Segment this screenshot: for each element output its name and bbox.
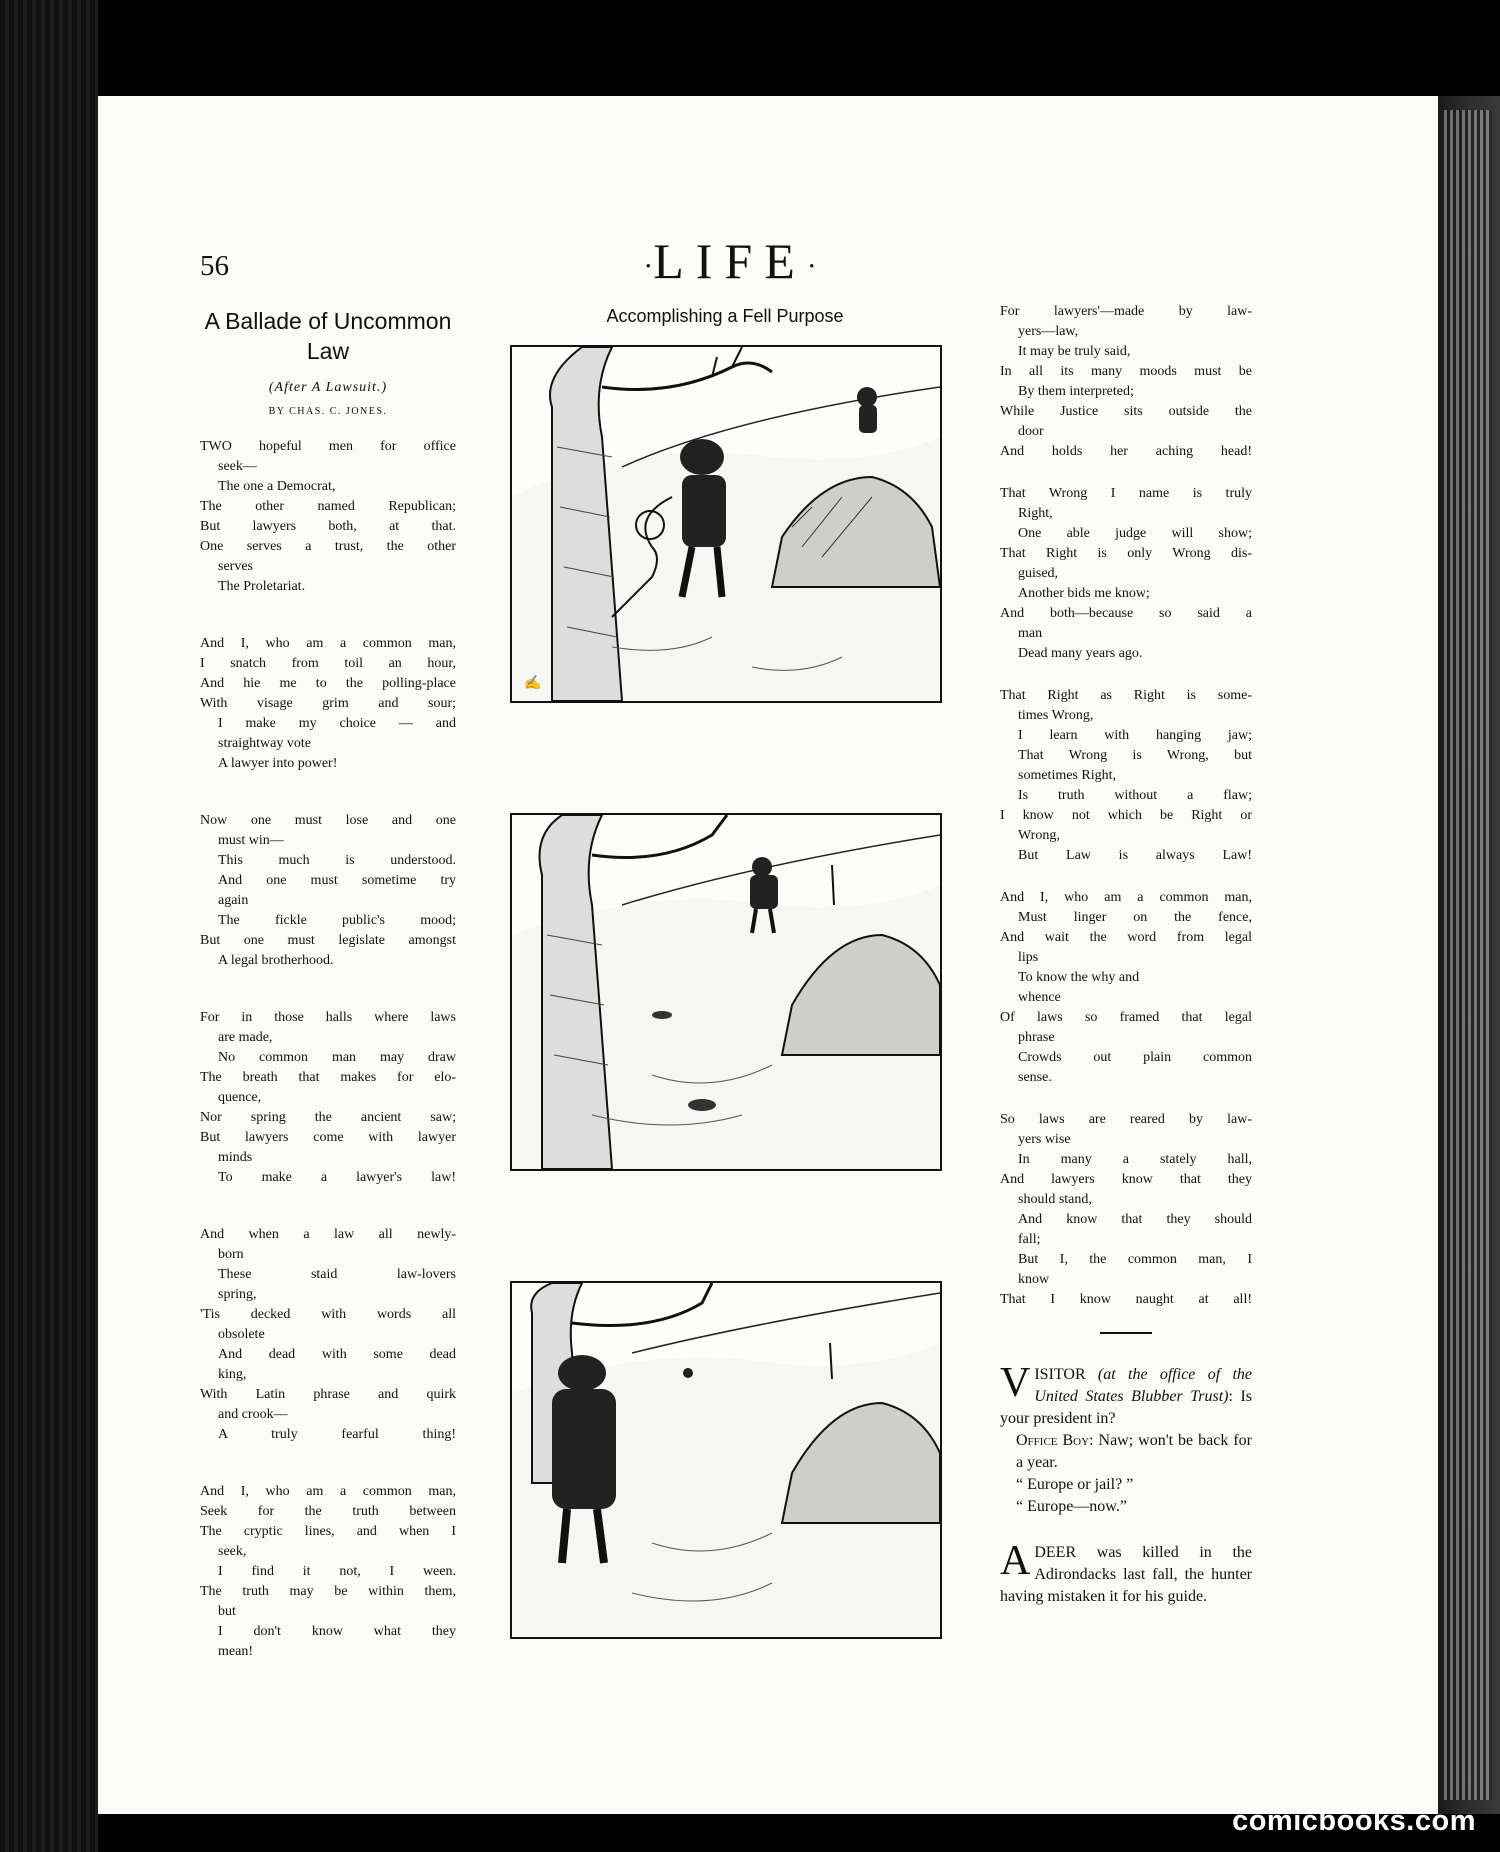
poem-line: But I, the common man, I — [1018, 1252, 1252, 1267]
joke-visitor-line3: “ Europe or jail? ” — [1016, 1476, 1134, 1493]
poem-line: That Wrong I name is truly — [1000, 486, 1252, 501]
stanza — [200, 1008, 456, 1188]
watermark: comicbooks.com — [1232, 1805, 1476, 1837]
poem-line: I find it not, I ween. — [218, 1564, 456, 1579]
poem-line: quence, — [218, 1090, 262, 1105]
stanza — [1000, 302, 1252, 462]
poem-line: Wrong, — [1018, 828, 1060, 843]
stanza — [1000, 686, 1252, 866]
poem-line: And I, who am a common man, — [1000, 890, 1252, 905]
poem-line: The cryptic lines, and when I — [200, 1524, 456, 1539]
poem-left-column — [200, 306, 456, 1699]
poem-line: I learn with hanging jaw; — [1018, 728, 1252, 743]
poem-line: phrase — [1018, 1030, 1055, 1045]
masthead-dot-right: · — [806, 249, 817, 283]
poem-line: The fickle public's mood; — [218, 913, 456, 928]
poem-line: spring, — [218, 1287, 257, 1302]
poem-line: But one must legislate amongst — [200, 933, 456, 948]
joke-office-boy-answer: : Naw; won't be back for a year. — [1016, 1432, 1252, 1471]
poem-line: A truly fearful thing! — [218, 1427, 456, 1442]
poem-line: Of laws so framed that legal — [1000, 1010, 1252, 1025]
joke-deer-dropcap: A — [1000, 1538, 1031, 1584]
poem-line: yers—law, — [1018, 324, 1079, 339]
poem-line: And I, who am a common man, — [200, 636, 456, 651]
poem-right-column — [1000, 302, 1252, 1632]
right-stanzas — [1000, 302, 1252, 1310]
poem-line: times Wrong, — [1018, 708, 1094, 723]
poem-line: And when a law all newly- — [200, 1227, 456, 1242]
poem-line: know — [1018, 1272, 1050, 1287]
poem-line: A lawyer into power! — [218, 756, 338, 771]
poem-line: And wait the word from legal — [1000, 930, 1252, 945]
masthead-dot-left: · — [643, 249, 654, 283]
poem-line: And hie me to the polling-place — [200, 676, 456, 691]
poem-line: serves — [218, 559, 253, 574]
cartoon-panel-1 — [510, 345, 942, 703]
joke-office-boy-label: Office Boy — [1016, 1432, 1090, 1449]
poem-line: But lawyers come with lawyer — [200, 1130, 456, 1145]
poem-line: But Law is always Law! — [1018, 848, 1252, 863]
poem-line: man — [1018, 626, 1043, 641]
poem-line: So laws are reared by law- — [1000, 1112, 1252, 1127]
poem-line: The breath that makes for elo- — [200, 1070, 456, 1085]
poem-line: Nor spring the ancient saw; — [200, 1110, 456, 1125]
poem-line: And lawyers know that they — [1000, 1172, 1252, 1187]
poem-line: and crook— — [218, 1407, 288, 1422]
poem-line: One able judge will show; — [1018, 526, 1252, 541]
poem-line: guised, — [1018, 566, 1059, 581]
poem-line: And one must sometime try — [218, 873, 456, 888]
cartoon-panel-2 — [510, 813, 942, 1171]
poem-line: That Right as Right is some- — [1000, 688, 1252, 703]
stanza — [1000, 484, 1252, 664]
masthead — [560, 232, 900, 290]
poem-line: With visage grim and sour; — [200, 696, 456, 711]
poem-line: And I, who am a common man, — [200, 1484, 456, 1499]
cartoon-title: Accomplishing a Fell Purpose — [606, 306, 844, 326]
page-number: 56 — [200, 250, 229, 282]
section-rule — [1100, 1332, 1152, 1334]
poem-subtitle: (After A Lawsuit.) — [268, 380, 388, 395]
poem-line: That Right is only Wrong dis- — [1000, 546, 1252, 561]
masthead-title: LIFE — [653, 233, 807, 289]
poem-line: Crowds out plain common — [1018, 1050, 1252, 1065]
poem-line: mean! — [218, 1644, 253, 1659]
poem-line: But lawyers both, at that. — [200, 519, 456, 534]
panel-3-illustration — [512, 1283, 940, 1637]
scan-left-edge — [0, 0, 98, 1852]
poem-line: but — [218, 1604, 236, 1619]
poem-line: While Justice sits outside the — [1000, 404, 1252, 419]
poem-line: And dead with some dead — [218, 1347, 456, 1362]
poem-line: seek, — [218, 1544, 247, 1559]
poem-line: again — [218, 893, 249, 908]
poem-line: These staid law-lovers — [218, 1267, 456, 1282]
poem-line: And holds her aching head! — [1000, 444, 1252, 459]
poem-line: For in those halls where laws — [200, 1010, 456, 1025]
poem-line: Now one must lose and one — [200, 813, 456, 828]
poem-line: And both—because so said a — [1000, 606, 1252, 621]
joke-visitor-dropcap: V — [1000, 1360, 1031, 1406]
stanza — [200, 437, 456, 597]
panel-2-illustration — [512, 815, 940, 1169]
poem-line: This much is understood. — [218, 853, 456, 868]
poem-line: Must linger on the fence, — [1018, 910, 1252, 925]
poem-line: seek— — [218, 459, 257, 474]
poem-line: In many a stately hall, — [1018, 1152, 1252, 1167]
stanza — [200, 634, 456, 774]
poem-line: Another bids me know; — [1018, 586, 1150, 601]
stanza — [200, 1225, 456, 1445]
poem-line: It may be truly said, — [1018, 344, 1131, 359]
poem-line: I make my choice — and — [218, 716, 456, 731]
poem-title: A Ballade of Uncommon Law — [204, 308, 452, 364]
joke-visitor-question: : Is your president in? — [1000, 1388, 1252, 1427]
poem-line: And know that they should — [1018, 1212, 1252, 1227]
stanza — [1000, 1110, 1252, 1310]
poem-line: should stand, — [1018, 1192, 1092, 1207]
joke-visitor-stage: (at the office of the United States Blubber Trust) — [1034, 1366, 1252, 1405]
poem-line: That Wrong is Wrong, but — [1018, 748, 1252, 763]
poem-line: lips — [1018, 950, 1039, 965]
joke-visitor-lead: ISITOR — [1034, 1366, 1086, 1383]
poem-line: To know the why and — [1018, 970, 1140, 985]
poem-line: 'Tis decked with words all — [200, 1307, 456, 1322]
svg-text:✍: ✍ — [524, 676, 542, 691]
poem-line: With Latin phrase and quirk — [200, 1387, 456, 1402]
poem-line: I know not which be Right or — [1000, 808, 1252, 823]
poem-line: are made, — [218, 1030, 273, 1045]
poem-line: Dead many years ago. — [1018, 646, 1143, 661]
poem-byline: BY CHAS. C. JONES. — [268, 406, 388, 417]
poem-line: Is truth without a flaw; — [1018, 788, 1252, 803]
poem-line: A legal brotherhood. — [218, 953, 334, 968]
joke-visitor-line4: “ Europe—now.” — [1016, 1498, 1127, 1515]
poem-line: must win— — [218, 833, 284, 848]
left-stanzas — [200, 437, 456, 1662]
poem-line: To make a lawyer's law! — [218, 1170, 456, 1185]
stanza — [200, 811, 456, 971]
poem-line: By them interpreted; — [1018, 384, 1134, 399]
poem-line: Right, — [1018, 506, 1053, 521]
poem-line: whence — [1018, 990, 1061, 1005]
poem-line: minds — [218, 1150, 253, 1165]
poem-line: The truth may be within them, — [200, 1584, 456, 1599]
joke-deer-text: DEER was killed in the Adirondacks last fall, the hunter having mistaken it for his guide. — [1000, 1544, 1252, 1605]
joke-deer — [1000, 1538, 1252, 1608]
poem-line: TWO hopeful men for office — [200, 439, 456, 454]
poem-line: The Proletariat. — [218, 579, 306, 594]
poem-line: The other named Republican; — [200, 499, 456, 514]
poem-line: door — [1018, 424, 1044, 439]
cartoon-panel-3 — [510, 1281, 942, 1639]
stanza — [200, 1482, 456, 1662]
poem-line: The one a Democrat, — [218, 479, 336, 494]
poem-line: I don't know what they — [218, 1624, 456, 1639]
poem-line: Seek for the truth between — [200, 1504, 456, 1519]
poem-line: I snatch from toil an hour, — [200, 656, 456, 671]
poem-line: No common man may draw — [218, 1050, 456, 1065]
stanza — [1000, 888, 1252, 1088]
poem-line: In all its many moods must be — [1000, 364, 1252, 379]
joke-visitor-reply — [1000, 1430, 1252, 1474]
poem-line: sense. — [1018, 1070, 1052, 1085]
poem-line: For lawyers'—made by law- — [1000, 304, 1252, 319]
poem-line: born — [218, 1247, 244, 1262]
poem-line: That I know naught at all! — [1000, 1292, 1252, 1307]
poem-line: king, — [218, 1367, 247, 1382]
cartoon-column — [510, 306, 940, 1749]
panel-1-illustration — [512, 347, 940, 701]
poem-line: yers wise — [1018, 1132, 1071, 1147]
joke-visitor — [1000, 1360, 1252, 1518]
page-stack-edge — [1444, 110, 1492, 1800]
poem-line: straightway vote — [218, 736, 311, 751]
poem-line: sometimes Right, — [1018, 768, 1116, 783]
poem-line: obsolete — [218, 1327, 265, 1342]
poem-line: One serves a trust, the other — [200, 539, 456, 554]
poem-line: fall; — [1018, 1232, 1041, 1247]
